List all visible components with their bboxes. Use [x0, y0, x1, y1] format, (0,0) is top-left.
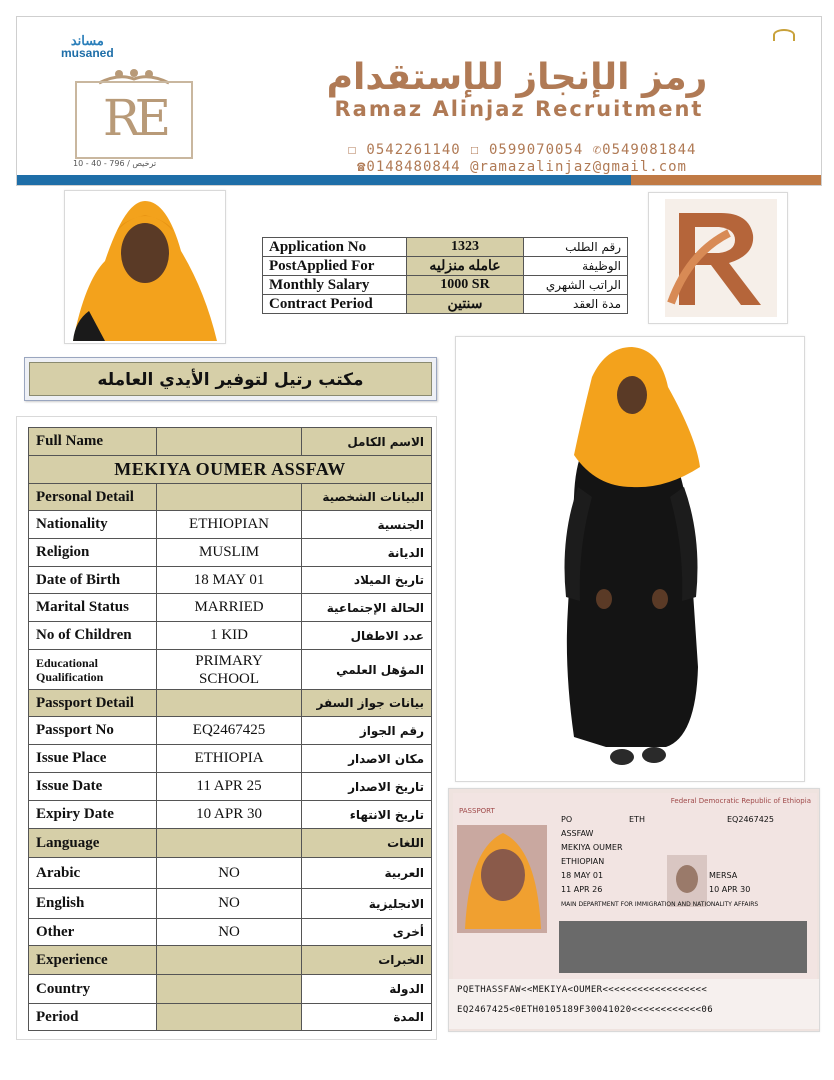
full-body-image — [456, 337, 805, 782]
table-row: Personal Detail البيانات الشخصية — [29, 484, 432, 511]
table-row: Passport No EQ2467425 رقم الجواز — [29, 717, 432, 745]
r-logo-icon — [649, 193, 788, 324]
passport-type: PO — [561, 815, 573, 824]
table-row: Marital Status MARRIED الحالة الإجتماعية — [29, 594, 432, 622]
table-row: Monthly Salary 1000 SR الراتب الشهري — [263, 276, 628, 295]
table-row: Experience الخبرات — [29, 946, 432, 975]
license-number: 10 - 40 - 796 / ترخيص — [73, 159, 157, 168]
table-row — [29, 456, 432, 484]
passport-background — [449, 789, 820, 1032]
passport-surname: ASSFAW — [561, 829, 594, 838]
r-logo-frame — [648, 192, 788, 324]
full-name: MEKIYA OUMER ASSFAW — [29, 456, 432, 484]
passport-mrz-line2: EQ2467425<0ETH0105189F30041020<<<<<<<<<<<<06 — [457, 1005, 714, 1015]
passport-nationality: ETHIOPIAN — [561, 857, 605, 866]
table-row: PostApplied For عامله منزليه الوظيفة — [263, 257, 628, 276]
passport-number: EQ2467425 — [727, 815, 774, 824]
table-row: Issue Date 11 APR 25 تاريخ الاصدار — [29, 773, 432, 801]
table-row: Religion MUSLIM الديانة — [29, 539, 432, 567]
passport-issue-date: 11 APR 26 — [561, 885, 603, 894]
company-title-english: Ramaz Alinjaz Recruitment — [334, 97, 704, 121]
table-row: Contract Period سنتين مدة العقد — [263, 295, 628, 314]
table-row: Nationality ETHIOPIAN الجنسية — [29, 511, 432, 539]
table-row: Application No 1323 رقم الطلب — [263, 238, 628, 257]
office-title-box — [24, 357, 437, 401]
passport-expiry-date: 10 APR 30 — [709, 885, 751, 894]
table-row: Period المدة — [29, 1004, 432, 1031]
passport-mrz-line1: PQETHASSFAW<<MEKIYA<OUMER<<<<<<<<<<<<<<<<<< — [457, 985, 708, 995]
passport-country: ETH — [629, 815, 645, 824]
table-row: Full Name الاسم الكامل — [29, 428, 432, 456]
contact-email: ☎0148480844 @ramazalinjaz@gmail.com — [356, 159, 687, 175]
musaned-logo: مساند musaned — [61, 33, 114, 60]
portrait-photo — [64, 190, 226, 344]
header-banner — [16, 16, 822, 186]
table-row: Country الدولة — [29, 975, 432, 1004]
office-title: مكتب رتيل لتوفير الأيدي العامله — [29, 362, 432, 396]
passport-header: Federal Democratic Republic of Ethiopia — [670, 797, 811, 805]
table-row: Passport Detail بيانات جواز السفر — [29, 690, 432, 717]
company-logo: RE — [75, 81, 193, 159]
table-row: Arabic NO العربية — [29, 858, 432, 889]
full-body-photo — [455, 336, 805, 782]
passport-place-of-birth: MERSA — [709, 871, 738, 880]
company-title-arabic: رمز الإنجاز للإستقدام — [326, 57, 708, 98]
table-row: English NO الانجليزية — [29, 889, 432, 919]
detail-panel — [16, 416, 437, 1040]
passport-type-label: PASSPORT — [459, 807, 495, 815]
passport-dob: 18 MAY 01 — [561, 871, 604, 880]
portrait-image — [65, 191, 226, 344]
application-table — [262, 237, 628, 314]
contact-phones: ☐ 0542261140 ☐ 0599070054 ✆0549081844 — [347, 142, 697, 158]
table-row: Date of Birth 18 MAY 01 تاريخ الميلاد — [29, 567, 432, 594]
table-row: No of Children 1 KID عدد الاطفال — [29, 622, 432, 650]
table-row: Issue Place ETHIOPIA مكان الاصدار — [29, 745, 432, 773]
ministry-logo — [725, 29, 795, 57]
passport-authority: MAIN DEPARTMENT FOR IMMIGRATION AND NATIONALITY AFFAIRS — [561, 901, 759, 908]
ministry-emblem-icon — [773, 29, 795, 41]
table-row: Educational Qualification PRIMARY SCHOOL المؤهل العلمي — [29, 650, 432, 690]
detail-table — [28, 427, 432, 1031]
banner-brown-bar — [631, 175, 821, 185]
table-row: Expiry Date 10 APR 30 تاريخ الانتهاء — [29, 801, 432, 829]
table-row: Other NO أخرى — [29, 919, 432, 946]
passport-given-names: MEKIYA OUMER — [561, 843, 623, 852]
passport-scan — [448, 788, 820, 1032]
table-row: Language اللغات — [29, 829, 432, 858]
